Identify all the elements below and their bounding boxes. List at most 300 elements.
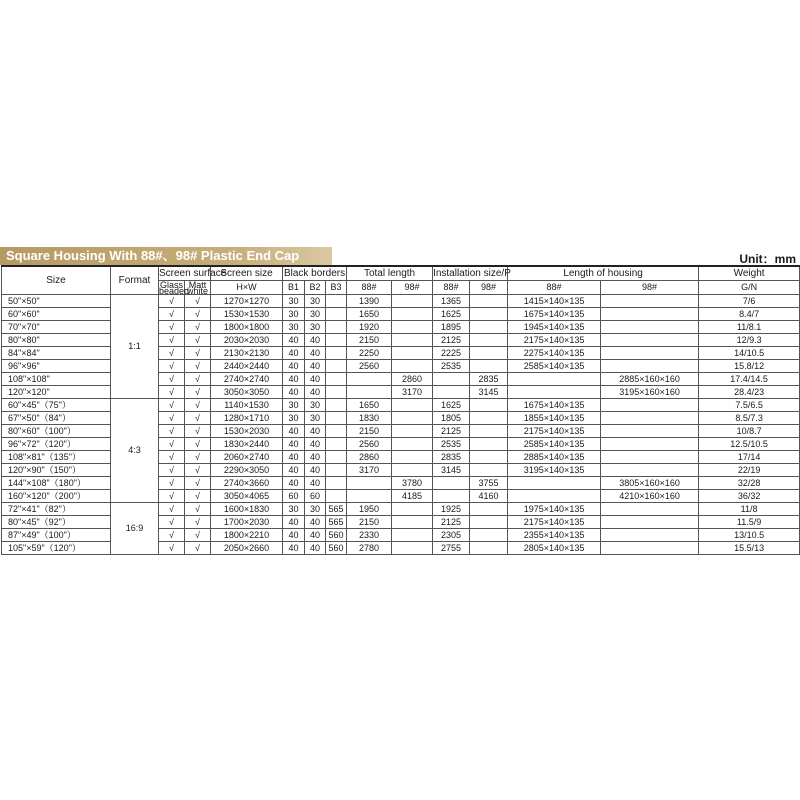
weight-cell: 12.5/10.5: [699, 438, 800, 451]
b3-cell: [326, 373, 347, 386]
h98-cell: [601, 360, 699, 373]
b1-cell: 40: [283, 529, 305, 542]
h98-cell: [601, 399, 699, 412]
glass-cell: √: [159, 347, 185, 360]
weight-cell: 15.8/12: [699, 360, 800, 373]
t88-cell: 1390: [347, 295, 392, 308]
h98-cell: [601, 321, 699, 334]
h88-cell: [508, 490, 601, 503]
h88-cell: 2805×140×135: [508, 542, 601, 555]
weight-cell: 11.5/9: [699, 516, 800, 529]
b2-cell: 30: [305, 399, 326, 412]
t88-cell: 2560: [347, 360, 392, 373]
size-cell: 60"×45"（75"）: [2, 399, 111, 412]
glass-cell: √: [159, 308, 185, 321]
t98-cell: [392, 308, 433, 321]
size-cell: 60"×60": [2, 308, 111, 321]
size-cell: 84"×84": [2, 347, 111, 360]
hxw-cell: 2050×2660: [211, 542, 283, 555]
t88-cell: 1950: [347, 503, 392, 516]
weight-cell: 17/14: [699, 451, 800, 464]
header-install-98: 98#: [470, 281, 508, 295]
matt-cell: √: [185, 425, 211, 438]
h88-cell: 1675×140×135: [508, 399, 601, 412]
glass-cell: √: [159, 490, 185, 503]
matt-cell: √: [185, 295, 211, 308]
t98-cell: [392, 516, 433, 529]
b2-cell: 30: [305, 308, 326, 321]
t98-cell: 3170: [392, 386, 433, 399]
hxw-cell: 2030×2030: [211, 334, 283, 347]
h88-cell: 1945×140×135: [508, 321, 601, 334]
h88-cell: 2585×140×135: [508, 438, 601, 451]
i98-cell: [470, 295, 508, 308]
header-glass-beaded: Glass beaded: [159, 279, 190, 296]
i88-cell: 1925: [433, 503, 470, 516]
size-cell: 144"×108"（180"）: [2, 477, 111, 490]
b1-cell: 40: [283, 373, 305, 386]
i88-cell: 2125: [433, 425, 470, 438]
weight-cell: 8.5/7.3: [699, 412, 800, 425]
matt-cell: √: [185, 451, 211, 464]
i88-cell: 3145: [433, 464, 470, 477]
hxw-cell: 2740×3660: [211, 477, 283, 490]
size-cell: 80"×45"（92"）: [2, 516, 111, 529]
hxw-cell: 2440×2440: [211, 360, 283, 373]
t88-cell: 2330: [347, 529, 392, 542]
matt-cell: √: [185, 373, 211, 386]
b1-cell: 40: [283, 542, 305, 555]
matt-cell: √: [185, 347, 211, 360]
i98-cell: [470, 425, 508, 438]
i88-cell: 2225: [433, 347, 470, 360]
t98-cell: [392, 360, 433, 373]
b2-cell: 40: [305, 360, 326, 373]
t98-cell: [392, 334, 433, 347]
i88-cell: 1365: [433, 295, 470, 308]
b3-cell: [326, 308, 347, 321]
t88-cell: 2860: [347, 451, 392, 464]
size-cell: 105"×59"（120"）: [2, 542, 111, 555]
h88-cell: 1675×140×135: [508, 308, 601, 321]
i98-cell: 2835: [470, 373, 508, 386]
b3-cell: [326, 451, 347, 464]
t88-cell: [347, 386, 392, 399]
t88-cell: 2150: [347, 334, 392, 347]
b3-cell: [326, 360, 347, 373]
h88-cell: 3195×140×135: [508, 464, 601, 477]
b1-cell: 30: [283, 321, 305, 334]
hxw-cell: 1530×1530: [211, 308, 283, 321]
header-total-length: Total length: [347, 266, 433, 281]
t88-cell: 2150: [347, 516, 392, 529]
h98-cell: [601, 464, 699, 477]
header-black-borders: Black borders: [283, 268, 346, 279]
glass-cell: √: [159, 334, 185, 347]
header-gn: G/N: [699, 281, 800, 295]
b2-cell: 30: [305, 503, 326, 516]
weight-cell: 14/10.5: [699, 347, 800, 360]
weight-cell: 17.4/14.5: [699, 373, 800, 386]
header-b2: B2: [305, 281, 326, 295]
t88-cell: 2560: [347, 438, 392, 451]
t98-cell: [392, 542, 433, 555]
weight-cell: 32/28: [699, 477, 800, 490]
matt-cell: √: [185, 399, 211, 412]
hxw-cell: 1600×1830: [211, 503, 283, 516]
spec-table: [1, 265, 800, 555]
hxw-cell: 1140×1530: [211, 399, 283, 412]
b1-cell: 30: [283, 308, 305, 321]
matt-cell: √: [185, 464, 211, 477]
table-row: [2, 295, 800, 308]
b2-cell: 40: [305, 438, 326, 451]
b2-cell: 40: [305, 542, 326, 555]
b2-cell: 40: [305, 373, 326, 386]
h98-cell: [601, 412, 699, 425]
b1-cell: 40: [283, 425, 305, 438]
glass-cell: √: [159, 529, 185, 542]
glass-cell: √: [159, 516, 185, 529]
h88-cell: [508, 373, 601, 386]
matt-cell: √: [185, 334, 211, 347]
i88-cell: 1625: [433, 308, 470, 321]
b1-cell: 30: [283, 295, 305, 308]
b3-cell: [326, 295, 347, 308]
weight-cell: 11/8: [699, 503, 800, 516]
size-cell: 72"×41"（82"）: [2, 503, 111, 516]
glass-cell: √: [159, 399, 185, 412]
size-cell: 120"×90"（150"）: [2, 464, 111, 477]
glass-cell: √: [159, 373, 185, 386]
b2-cell: 40: [305, 386, 326, 399]
h98-cell: [601, 334, 699, 347]
b2-cell: 30: [305, 412, 326, 425]
b3-cell: [326, 425, 347, 438]
i98-cell: [470, 321, 508, 334]
header-size: Size: [2, 266, 111, 295]
header-install-88: 88#: [433, 281, 470, 295]
i88-cell: 2535: [433, 360, 470, 373]
t98-cell: 3780: [392, 477, 433, 490]
table-row: [2, 399, 800, 412]
b1-cell: 40: [283, 516, 305, 529]
h88-cell: 2175×140×135: [508, 516, 601, 529]
weight-cell: 10/8.7: [699, 425, 800, 438]
size-cell: 108"×108": [2, 373, 111, 386]
h88-cell: 2885×140×135: [508, 451, 601, 464]
i98-cell: [470, 334, 508, 347]
h98-cell: [601, 516, 699, 529]
h88-cell: [508, 386, 601, 399]
b2-cell: 40: [305, 529, 326, 542]
t98-cell: [392, 451, 433, 464]
b3-cell: 565: [326, 503, 347, 516]
b3-cell: [326, 347, 347, 360]
header-total-98: 98#: [392, 281, 433, 295]
header-hxw: H×W: [211, 281, 283, 295]
b2-cell: 40: [305, 425, 326, 438]
t98-cell: [392, 399, 433, 412]
i98-cell: 4160: [470, 490, 508, 503]
t88-cell: 2150: [347, 425, 392, 438]
format-cell: 4:3: [111, 399, 159, 503]
i88-cell: 2535: [433, 438, 470, 451]
header-matt-white: Matt white: [185, 281, 211, 295]
hxw-cell: 3050×4065: [211, 490, 283, 503]
i88-cell: 2755: [433, 542, 470, 555]
glass-cell: √: [159, 477, 185, 490]
spec-table-body: [2, 295, 800, 555]
b3-cell: [326, 412, 347, 425]
t98-cell: [392, 295, 433, 308]
t88-cell: [347, 373, 392, 386]
i98-cell: [470, 542, 508, 555]
t98-cell: [392, 425, 433, 438]
t98-cell: 2860: [392, 373, 433, 386]
size-cell: 70"×70": [2, 321, 111, 334]
h98-cell: [601, 425, 699, 438]
glass-cell: √: [159, 321, 185, 334]
i98-cell: [470, 438, 508, 451]
unit-label: Unit：mm: [739, 252, 796, 266]
b3-cell: [326, 490, 347, 503]
b1-cell: 40: [283, 347, 305, 360]
t88-cell: 3170: [347, 464, 392, 477]
i98-cell: [470, 412, 508, 425]
b3-cell: [326, 399, 347, 412]
i88-cell: 2125: [433, 516, 470, 529]
t98-cell: [392, 347, 433, 360]
matt-cell: √: [185, 386, 211, 399]
b3-cell: 565: [326, 516, 347, 529]
b1-cell: 60: [283, 490, 305, 503]
i98-cell: [470, 308, 508, 321]
i88-cell: 1625: [433, 399, 470, 412]
header-installation-size: Installation size/P: [433, 268, 511, 279]
b3-cell: [326, 386, 347, 399]
matt-cell: √: [185, 308, 211, 321]
t88-cell: [347, 477, 392, 490]
b1-cell: 30: [283, 503, 305, 516]
b2-cell: 40: [305, 477, 326, 490]
h98-cell: [601, 295, 699, 308]
h98-cell: [601, 308, 699, 321]
i88-cell: 2125: [433, 334, 470, 347]
hxw-cell: 1270×1270: [211, 295, 283, 308]
i98-cell: [470, 464, 508, 477]
hxw-cell: 3050×3050: [211, 386, 283, 399]
i88-cell: 2835: [433, 451, 470, 464]
h98-cell: [601, 542, 699, 555]
h98-cell: [601, 503, 699, 516]
hxw-cell: 2060×2740: [211, 451, 283, 464]
i98-cell: [470, 347, 508, 360]
glass-cell: √: [159, 295, 185, 308]
glass-cell: √: [159, 464, 185, 477]
matt-cell: √: [185, 503, 211, 516]
header-b1: B1: [283, 281, 305, 295]
i98-cell: [470, 451, 508, 464]
i98-cell: [470, 399, 508, 412]
matt-cell: √: [185, 360, 211, 373]
b1-cell: 40: [283, 386, 305, 399]
t98-cell: [392, 529, 433, 542]
h98-cell: [601, 529, 699, 542]
b3-cell: [326, 438, 347, 451]
b3-cell: [326, 477, 347, 490]
weight-cell: 22/19: [699, 464, 800, 477]
b1-cell: 30: [283, 399, 305, 412]
i98-cell: 3755: [470, 477, 508, 490]
b2-cell: 30: [305, 321, 326, 334]
b3-cell: [326, 464, 347, 477]
weight-cell: 28.4/23: [699, 386, 800, 399]
hxw-cell: 1800×2210: [211, 529, 283, 542]
i88-cell: 1895: [433, 321, 470, 334]
matt-cell: √: [185, 321, 211, 334]
h88-cell: 1855×140×135: [508, 412, 601, 425]
weight-cell: 8.4/7: [699, 308, 800, 321]
h98-cell: [601, 438, 699, 451]
i98-cell: [470, 529, 508, 542]
header-screen-surface: Screen surface: [159, 267, 227, 279]
format-cell: 1:1: [111, 295, 159, 399]
weight-cell: 7.5/6.5: [699, 399, 800, 412]
hxw-cell: 1700×2030: [211, 516, 283, 529]
hxw-cell: 1530×2030: [211, 425, 283, 438]
matt-cell: √: [185, 477, 211, 490]
weight-cell: 36/32: [699, 490, 800, 503]
b1-cell: 40: [283, 438, 305, 451]
t98-cell: [392, 464, 433, 477]
size-cell: 108"×81"（135"）: [2, 451, 111, 464]
weight-cell: 7/6: [699, 295, 800, 308]
b3-cell: [326, 321, 347, 334]
i88-cell: 1805: [433, 412, 470, 425]
weight-cell: 15.5/13: [699, 542, 800, 555]
size-cell: 120"×120": [2, 386, 111, 399]
matt-cell: √: [185, 490, 211, 503]
size-cell: 67"×50"（84"）: [2, 412, 111, 425]
hxw-cell: 2130×2130: [211, 347, 283, 360]
t88-cell: [347, 490, 392, 503]
b2-cell: 40: [305, 451, 326, 464]
b1-cell: 40: [283, 360, 305, 373]
b3-cell: [326, 334, 347, 347]
glass-cell: √: [159, 386, 185, 399]
b1-cell: 40: [283, 477, 305, 490]
glass-cell: √: [159, 438, 185, 451]
header-length-of-housing: Length of housing: [508, 266, 699, 281]
i88-cell: [433, 373, 470, 386]
t98-cell: 4185: [392, 490, 433, 503]
hxw-cell: 2290×3050: [211, 464, 283, 477]
header-weight: Weight: [699, 266, 800, 281]
t88-cell: 1920: [347, 321, 392, 334]
h88-cell: 2175×140×135: [508, 334, 601, 347]
size-cell: 80"×60"（100"）: [2, 425, 111, 438]
h88-cell: 2275×140×135: [508, 347, 601, 360]
hxw-cell: 1830×2440: [211, 438, 283, 451]
size-cell: 50"×50": [2, 295, 111, 308]
header-b3: B3: [326, 281, 347, 295]
h88-cell: 1975×140×135: [508, 503, 601, 516]
matt-cell: √: [185, 529, 211, 542]
b2-cell: 60: [305, 490, 326, 503]
t88-cell: 2250: [347, 347, 392, 360]
size-cell: 80"×80": [2, 334, 111, 347]
header-total-88: 88#: [347, 281, 392, 295]
matt-cell: √: [185, 412, 211, 425]
i98-cell: [470, 503, 508, 516]
h88-cell: 2355×140×135: [508, 529, 601, 542]
h98-cell: [601, 451, 699, 464]
glass-cell: √: [159, 503, 185, 516]
t98-cell: [392, 503, 433, 516]
b2-cell: 30: [305, 295, 326, 308]
t88-cell: 2780: [347, 542, 392, 555]
glass-cell: √: [159, 425, 185, 438]
i88-cell: [433, 490, 470, 503]
format-cell: 16:9: [111, 503, 159, 555]
i88-cell: [433, 386, 470, 399]
b1-cell: 40: [283, 464, 305, 477]
h98-cell: [601, 347, 699, 360]
h88-cell: 2585×140×135: [508, 360, 601, 373]
glass-cell: √: [159, 412, 185, 425]
t98-cell: [392, 321, 433, 334]
h88-cell: [508, 477, 601, 490]
i88-cell: [433, 477, 470, 490]
b3-cell: 560: [326, 542, 347, 555]
h98-cell: 2885×160×160: [601, 373, 699, 386]
h98-cell: 3805×160×160: [601, 477, 699, 490]
glass-cell: √: [159, 542, 185, 555]
b1-cell: 40: [283, 451, 305, 464]
size-cell: 160"×120"（200"）: [2, 490, 111, 503]
t88-cell: 1830: [347, 412, 392, 425]
i98-cell: [470, 516, 508, 529]
size-cell: 87"×49"（100"）: [2, 529, 111, 542]
size-cell: 96"×96": [2, 360, 111, 373]
weight-cell: 11/8.1: [699, 321, 800, 334]
glass-cell: √: [159, 451, 185, 464]
header-bar: [0, 247, 800, 265]
weight-cell: 12/9.3: [699, 334, 800, 347]
b1-cell: 30: [283, 412, 305, 425]
i98-cell: [470, 360, 508, 373]
h98-cell: 4210×160×160: [601, 490, 699, 503]
hxw-cell: 2740×2740: [211, 373, 283, 386]
b2-cell: 40: [305, 516, 326, 529]
matt-cell: √: [185, 438, 211, 451]
h88-cell: 2175×140×135: [508, 425, 601, 438]
i98-cell: 3145: [470, 386, 508, 399]
hxw-cell: 1280×1710: [211, 412, 283, 425]
b3-cell: 560: [326, 529, 347, 542]
header-housing-98: 98#: [601, 281, 699, 295]
matt-cell: √: [185, 516, 211, 529]
h88-cell: 1415×140×135: [508, 295, 601, 308]
t98-cell: [392, 412, 433, 425]
t88-cell: 1650: [347, 308, 392, 321]
t88-cell: 1650: [347, 399, 392, 412]
b2-cell: 40: [305, 464, 326, 477]
header-screen-size: Screen size: [211, 266, 283, 281]
b2-cell: 40: [305, 334, 326, 347]
matt-cell: √: [185, 542, 211, 555]
